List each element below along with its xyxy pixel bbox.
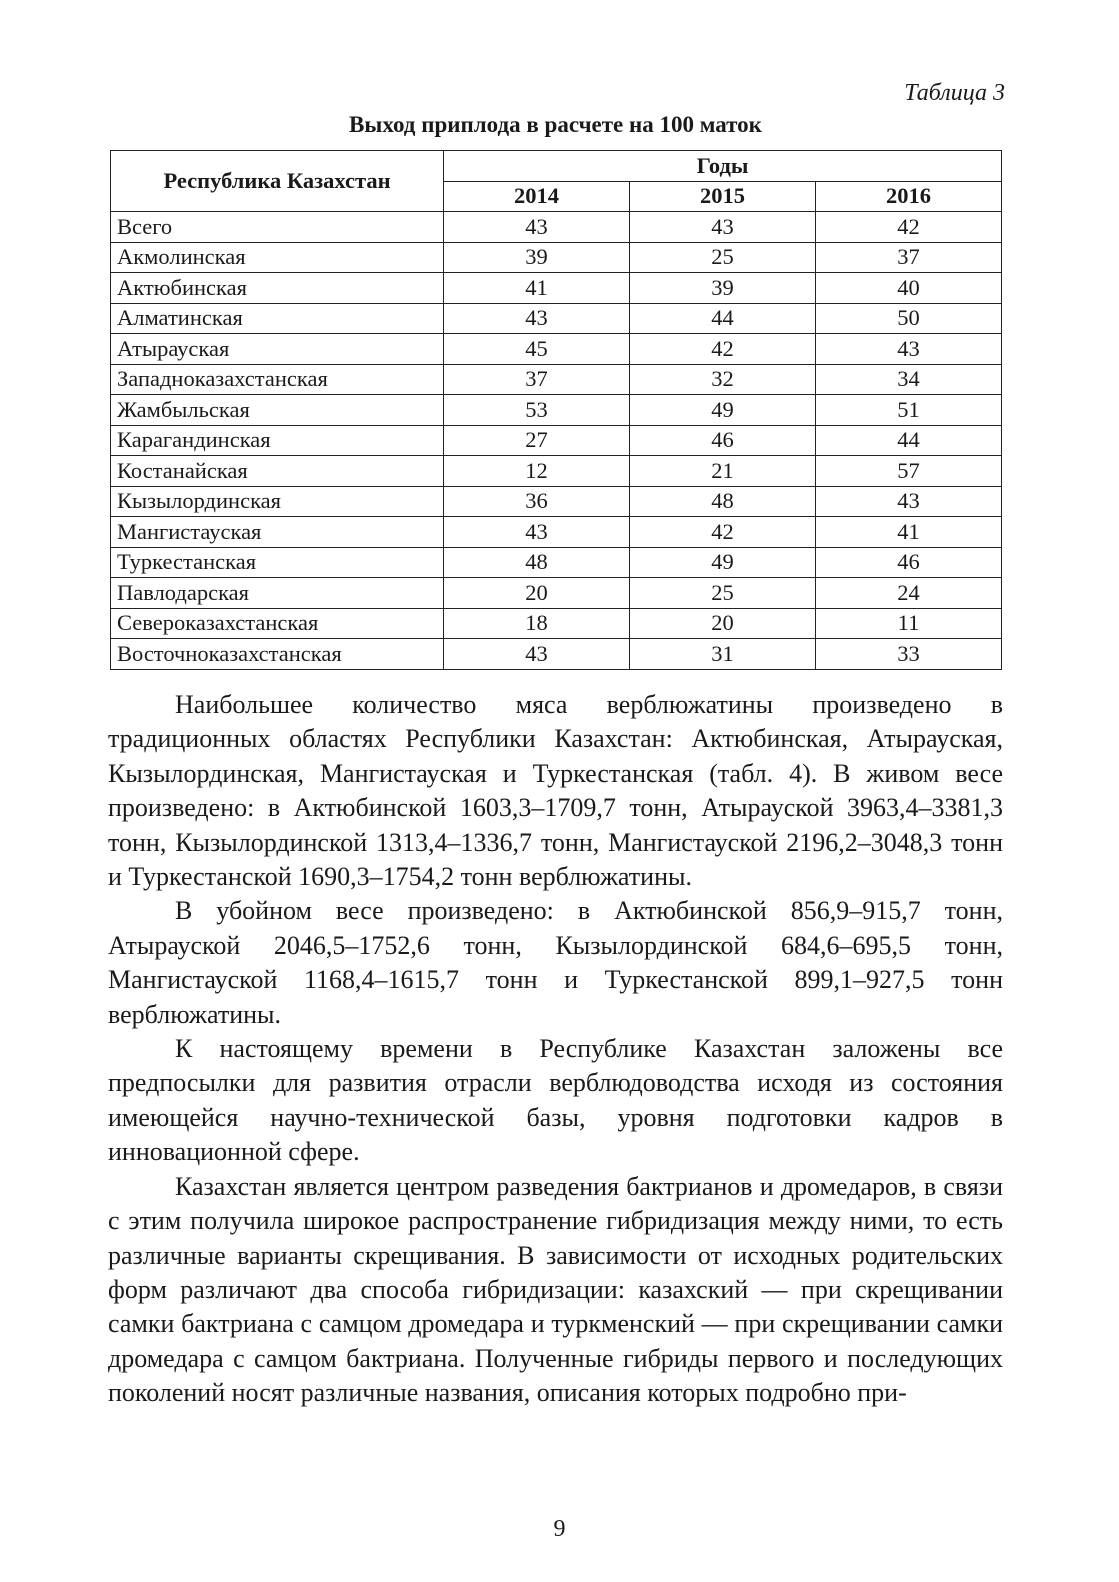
row-region-name: Акмолинская [111,242,444,273]
row-region-name: Западноказахстанская [111,364,444,395]
row-region-name: Восточноказахстанская [111,639,444,670]
row-value-2014: 39 [444,242,630,273]
body-text [108,688,1003,1411]
table-row [111,395,1002,426]
data-table [110,150,1002,670]
header-year-2015: 2015 [630,181,816,212]
row-value-2016: 43 [816,334,1002,365]
row-region-name: Туркестанская [111,547,444,578]
row-region-name: Алматинская [111,303,444,334]
table-row [111,517,1002,548]
paragraph: К настоящему времени в Республике Казахстан заложены все предпосылки для развития отрасли верблюдоводства исходя из состояния имеющейся научно-технической базы, уровня подготовки кадров в инновационной сфере. [108,1034,1003,1167]
row-region-name: Павлодарская [111,578,444,609]
row-value-2014: 43 [444,517,630,548]
row-value-2014: 45 [444,334,630,365]
header-year-2014: 2014 [444,181,630,212]
table-title: Выход приплода в расчете на 100 маток [349,112,762,137]
row-region-name: Кызылординская [111,486,444,517]
row-value-2015: 46 [630,425,816,456]
row-value-2014: 36 [444,486,630,517]
row-value-2015: 49 [630,547,816,578]
row-value-2016: 46 [816,547,1002,578]
header-years: Годы [444,151,1002,182]
row-value-2015: 42 [630,334,816,365]
header-year-2016: 2016 [816,181,1002,212]
table-row [111,273,1002,304]
page-number: 9 [553,1516,566,1542]
row-region-name: Североказахстанская [111,608,444,639]
row-value-2015: 21 [630,456,816,487]
table-label: Таблица 3 [904,80,1005,106]
row-value-2014: 53 [444,395,630,426]
row-value-2014: 43 [444,639,630,670]
table-row [111,456,1002,487]
table-row [111,212,1002,243]
row-value-2016: 34 [816,364,1002,395]
row-region-name: Костанайская [111,456,444,487]
header-region: Республика Казахстан [111,151,444,212]
table-body [111,212,1002,670]
table-row [111,242,1002,273]
row-value-2016: 44 [816,425,1002,456]
row-region-name: Всего [111,212,444,243]
row-value-2016: 42 [816,212,1002,243]
row-region-name: Жамбыльская [111,395,444,426]
row-value-2014: 20 [444,578,630,609]
row-value-2016: 24 [816,578,1002,609]
row-value-2014: 27 [444,425,630,456]
table-row [111,486,1002,517]
row-value-2015: 39 [630,273,816,304]
row-value-2014: 43 [444,212,630,243]
row-value-2016: 37 [816,242,1002,273]
row-value-2015: 32 [630,364,816,395]
table-row [111,639,1002,670]
table-row [111,608,1002,639]
row-value-2016: 41 [816,517,1002,548]
row-value-2016: 51 [816,395,1002,426]
table-header [111,151,1002,212]
table-row [111,578,1002,609]
row-value-2015: 42 [630,517,816,548]
row-value-2016: 43 [816,486,1002,517]
paragraph: В убойном весе произведено: в Актюбинской 856,9–915,7 тонн, Атырауской 2046,5–1752,6 тонн, Кызылординской 684,6–695,5 тонн, Мангистауской 1168,4–1615,7 тонн и Туркестанской 899,1–927,5 тонн верблюжатины. [108,896,1003,1029]
row-region-name: Мангистауская [111,517,444,548]
row-value-2016: 50 [816,303,1002,334]
paragraph: Казахстан является центром разведения бактрианов и дромедаров, в связи с этим получила широкое распространение гибридизация между ними, то есть различные варианты скрещивания. В зависимости от исходных родительских форм различают два способа гибридизации: казахский — при скрещивании самки бактриана с самцом дромедара и туркменский — при скрещивании самки дромедара с самцом бактриана. Полученные гибриды первого и последующих поколений носят различные названия, описания которых подробно при- [108,1171,1003,1408]
paragraph: Наибольшее количество мяса верблюжатины произведено в традиционных областях Республики Казахстан: Актюбинская, Атырауская, Кызылординская, Мангистауская и Туркестанская (табл. 4). В живом весе произведено: в Актюбинской 1603,3–1709,7 тонн, Атырауской 3963,4–3381,3 тонн, Кызылординской 1313,4–1336,7 тонн, Мангистауской 2196,2–3048,3 тонн и Туркестанской 1690,3–1754,2 тонн верблюжатины. [108,690,1003,892]
row-value-2014: 43 [444,303,630,334]
row-value-2016: 57 [816,456,1002,487]
row-value-2015: 20 [630,608,816,639]
row-value-2015: 49 [630,395,816,426]
row-region-name: Актюбинская [111,273,444,304]
table-row [111,364,1002,395]
table-row [111,303,1002,334]
row-value-2015: 48 [630,486,816,517]
row-value-2016: 33 [816,639,1002,670]
row-value-2015: 43 [630,212,816,243]
table-row [111,334,1002,365]
row-value-2015: 44 [630,303,816,334]
table-row [111,425,1002,456]
table-row [111,547,1002,578]
row-value-2014: 41 [444,273,630,304]
row-region-name: Атырауская [111,334,444,365]
row-value-2016: 11 [816,608,1002,639]
row-value-2014: 18 [444,608,630,639]
row-value-2015: 25 [630,242,816,273]
row-region-name: Карагандинская [111,425,444,456]
row-value-2015: 31 [630,639,816,670]
row-value-2015: 25 [630,578,816,609]
row-value-2014: 37 [444,364,630,395]
row-value-2014: 48 [444,547,630,578]
row-value-2016: 40 [816,273,1002,304]
row-value-2014: 12 [444,456,630,487]
